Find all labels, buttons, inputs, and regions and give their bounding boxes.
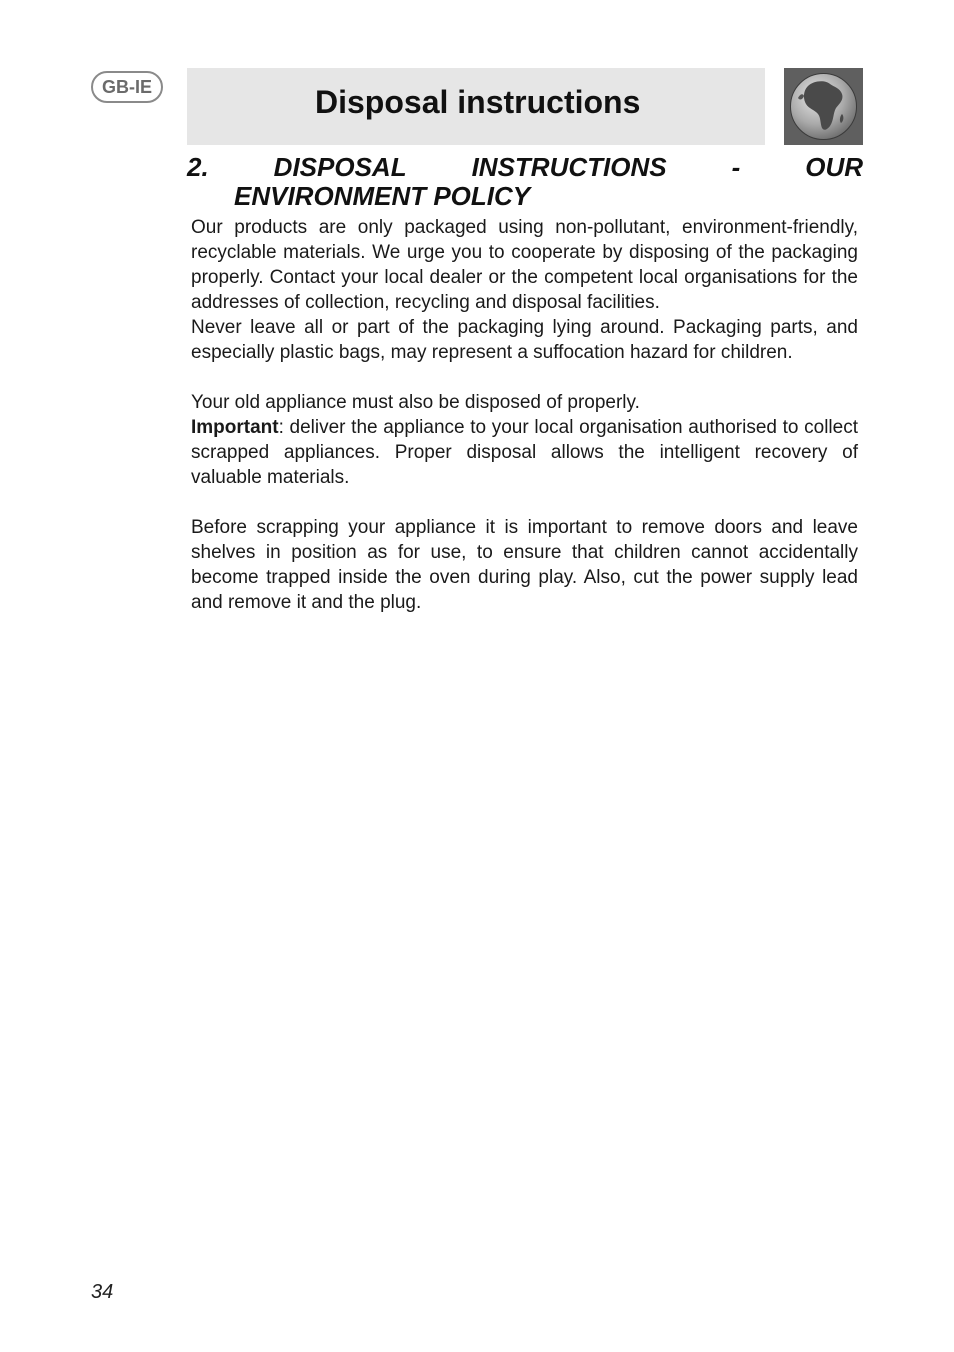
heading-line-2: ENVIRONMENT POLICY [234, 181, 531, 211]
paragraph-packaging: Our products are only packaged using non-pollutant, environment-friendly, recyclable materials. We urge you to cooperate by disposing of the packaging properly. Contact your local dealer or the competent local organisations for the addresses of collection, recycling and disposal facilities. [191, 217, 858, 313]
paragraph-important [191, 415, 858, 490]
heading-word: INSTRUCTIONS [471, 152, 667, 182]
section-number: 2. [187, 152, 209, 182]
heading-word: - [731, 152, 741, 182]
important-text: : deliver the appliance to your local organisation authorised to collect scrapped appliances. Proper disposal allows the intelligent recovery of valuable materials. [191, 417, 858, 488]
page-number: 34 [91, 1281, 114, 1303]
region-badge-label: GB-IE [101, 76, 152, 97]
important-label: Important [191, 417, 279, 438]
heading-word: DISPOSAL [273, 152, 407, 182]
body-text [191, 215, 858, 615]
paragraph-scrapping: Before scrapping your appliance it is important to remove doors and leave shelves in position as for use, to ensure that children cannot accidentally become trapped inside the oven during play. Also, cut the power supply lead and remove it and the plug. [191, 517, 858, 613]
heading-word: OUR [805, 152, 863, 182]
section-heading [187, 153, 863, 211]
globe-africa-icon [784, 68, 863, 145]
header-band [187, 68, 765, 145]
page-title: Disposal instructions [315, 84, 641, 120]
paragraph-old-appliance: Your old appliance must also be disposed of properly. [191, 392, 640, 413]
paragraph-packaging-hazard: Never leave all or part of the packaging lying around. Packaging parts, and especially plastic bags, may represent a suffocation hazard for children. [191, 317, 858, 363]
region-badge [91, 71, 163, 103]
